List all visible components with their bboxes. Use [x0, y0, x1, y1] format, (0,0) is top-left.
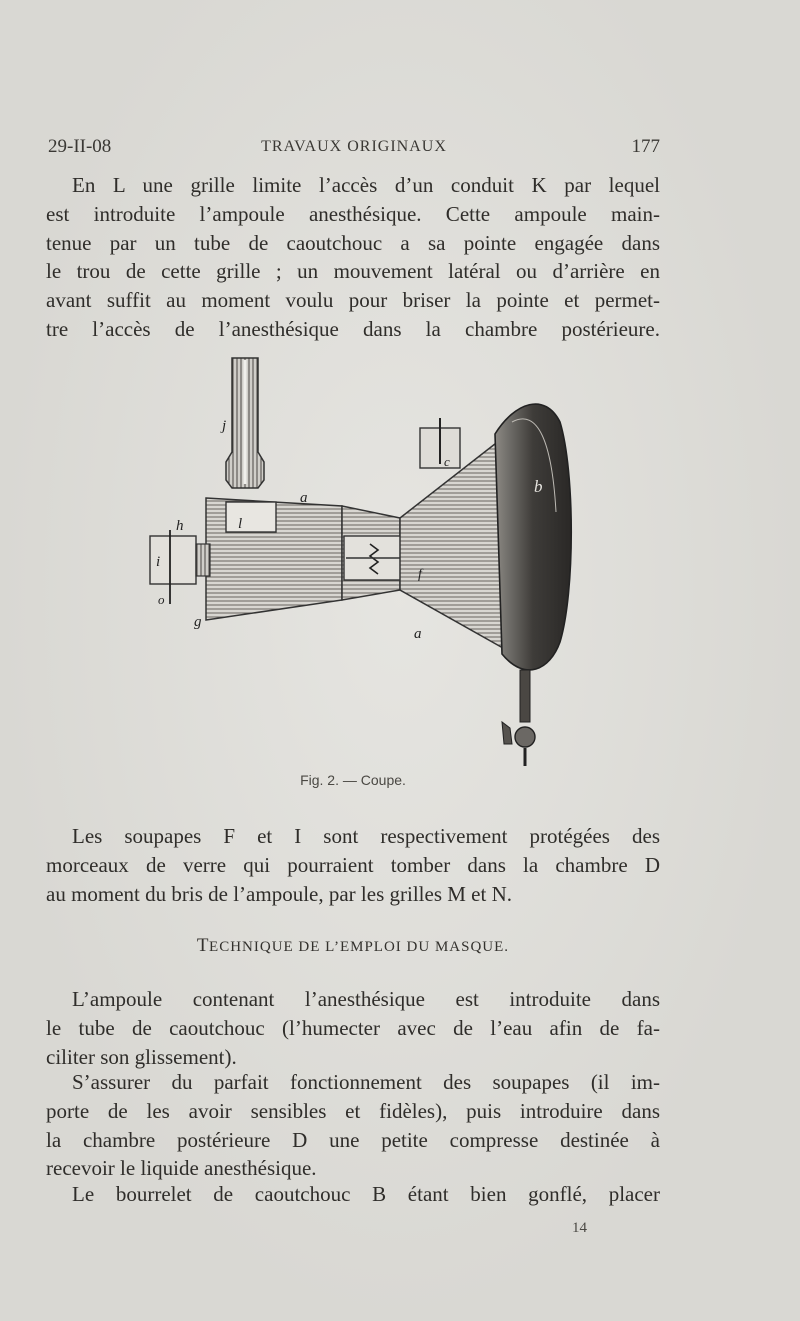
- mask-illustration: [140, 352, 580, 772]
- text-line: recevoir le liquide anesthésique.: [46, 1156, 317, 1181]
- paragraph-soupapes: [46, 822, 660, 908]
- figure-mask-cross-section: [140, 352, 580, 772]
- page-number: 177: [631, 136, 660, 157]
- text-line: la chambre postérieure D une petite compresse destinée à: [46, 1127, 660, 1152]
- paragraph-bourrelet: [46, 1180, 660, 1209]
- text-line: L’ampoule contenant l’anesthésique est introduite dans: [72, 987, 660, 1011]
- figure-caption: Fig. 2. — Coupe.: [300, 772, 406, 788]
- paragraph-ampoule-introduction: [46, 985, 660, 1071]
- text-line: ciliter son glissement).: [46, 1044, 237, 1069]
- figure-label-f: f: [418, 567, 422, 582]
- text-line: le trou de cette grille ; un mouvement latéral ou d’arrière en: [46, 259, 660, 284]
- figure-label-o: o: [158, 592, 165, 607]
- text-line: Les soupapes F et I sont respectivement protégées des: [72, 824, 660, 848]
- text-line: est introduite l’ampoule anesthésique. Cette ampoule main-: [46, 201, 660, 226]
- figure-label-g: g: [194, 614, 202, 630]
- text-line: Le bourrelet de caoutchouc B étant bien gonflé, placer: [72, 1182, 660, 1206]
- section-heading-initial: T: [196, 935, 210, 956]
- figure-label-c: c: [444, 454, 450, 469]
- header-title: TRAVAUX ORIGINAUX: [261, 138, 447, 155]
- text-line: avant suffit au moment voulu pour briser la pointe et permet-: [46, 288, 660, 313]
- text-line: tre l’accès de l’anesthésique dans la chambre postérieure.: [46, 316, 660, 341]
- figure-label-a-bottom: a: [414, 626, 422, 642]
- text-line: morceaux de verre qui pourraient tomber dans la chambre D: [46, 852, 660, 877]
- text-line: S’assurer du parfait fonctionnement des soupapes (il im-: [72, 1070, 660, 1094]
- text-line: au moment du bris de l’ampoule, par les grilles M et N.: [46, 881, 512, 906]
- figure-label-b: b: [534, 477, 543, 496]
- header-date: 29-II-08: [48, 136, 112, 157]
- text-line: tenue par un tube de caoutchouc a sa pointe engagée dans: [46, 230, 660, 255]
- figure-label-i: i: [156, 554, 161, 570]
- text-line: porte de les avoir sensibles et fidèles), puis introduire dans: [46, 1098, 660, 1123]
- figure-label-h: h: [176, 518, 184, 534]
- paragraph-verification: [46, 1068, 660, 1183]
- text-line: le tube de caoutchouc (l’humecter avec de l’eau afin de fa-: [46, 1015, 660, 1040]
- paragraph-ampoule-grille: [46, 171, 660, 344]
- running-header: [48, 136, 660, 162]
- section-heading-rest: ECHNIQUE DE L’EMPLOI DU MASQUE.: [209, 939, 510, 955]
- figure-label-l: l: [238, 516, 243, 532]
- signature-mark: 14: [572, 1220, 587, 1236]
- section-heading: [46, 935, 660, 957]
- figure-label-a-top: a: [300, 490, 308, 506]
- text-line: En L une grille limite l’accès d’un conduit K par lequel: [72, 173, 660, 197]
- figure-label-j: j: [222, 418, 227, 434]
